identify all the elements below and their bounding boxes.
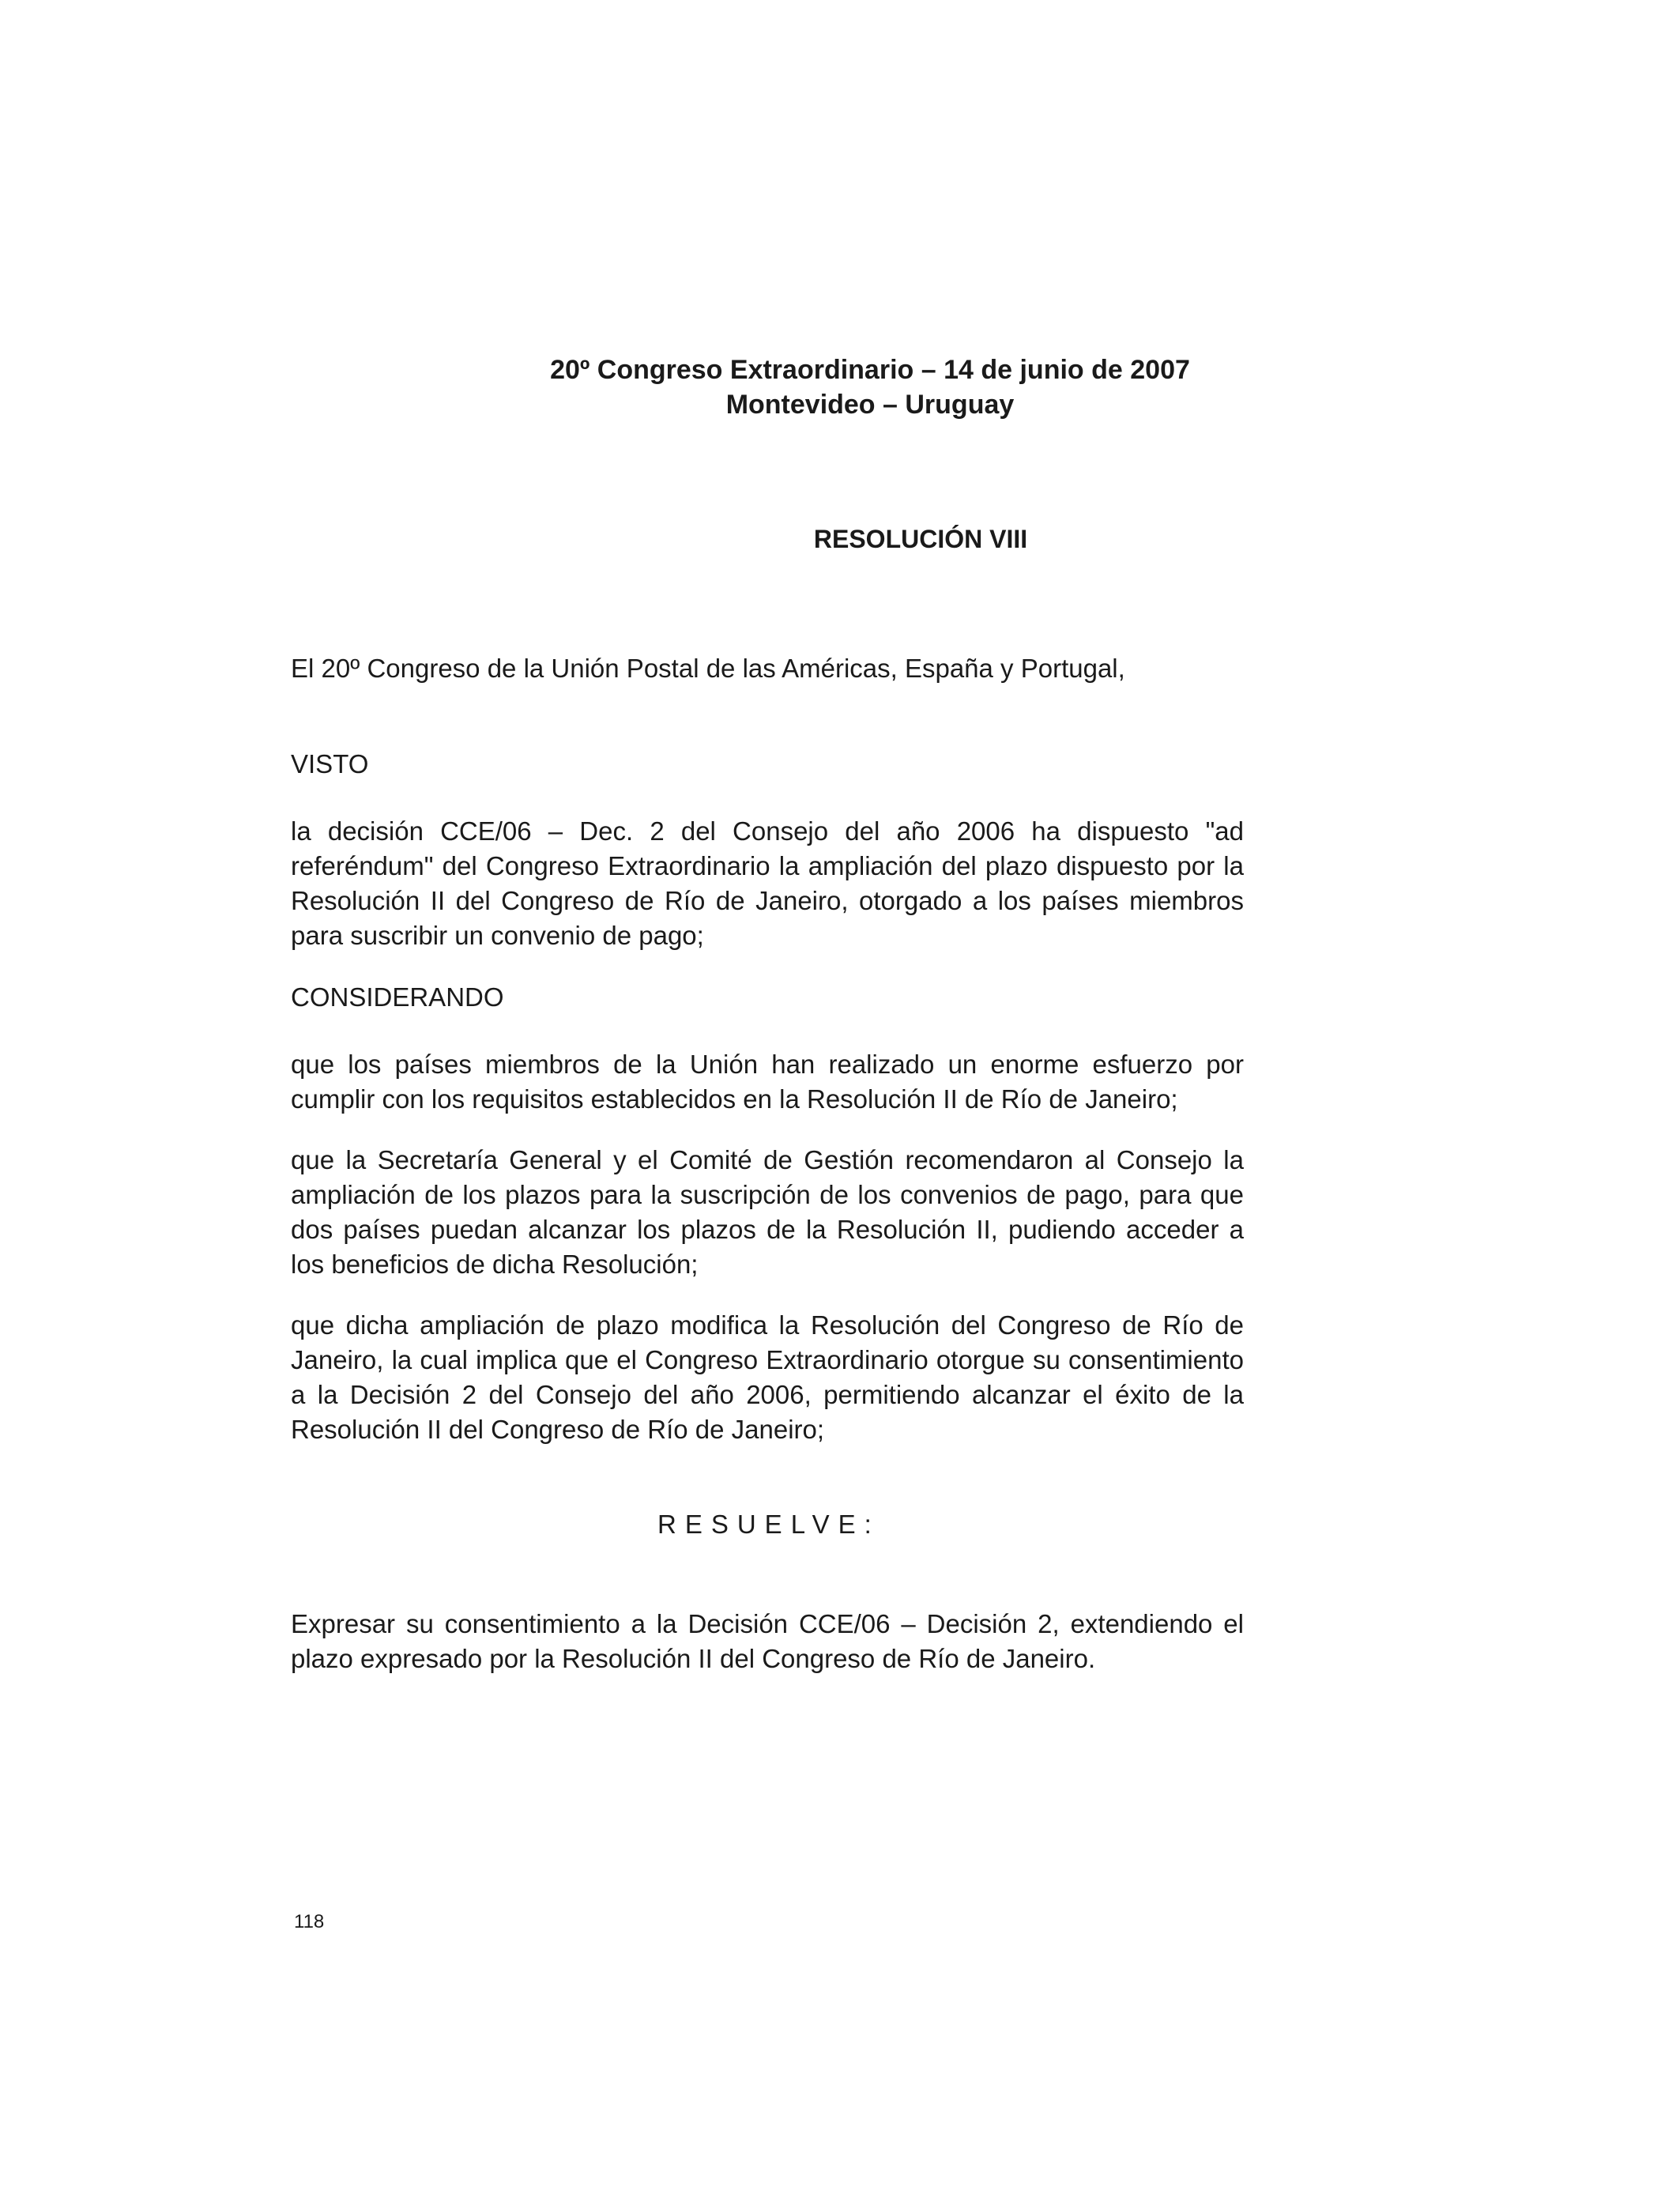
resolution-title: RESOLUCIÓN VIII <box>813 525 1028 553</box>
visto-label: VISTO <box>291 749 369 778</box>
visto-paragraph: la decisión CCE/06 – Dec. 2 del Consejo del año 2006 ha dispuesto "ad referéndum" del Congreso Extraordinario la ampliación del plazo dispuesto por la Resolución II del Congreso de Río de Janeiro, otorgado a los países miembros para suscribir un convenio de pago; <box>291 816 1244 950</box>
considerando-paragraph-1: que los países miembros de la Unión han realizado un enorme esfuerzo por cumplir con los requisitos establecidos en la Resolución II de Río de Janeiro; <box>291 1050 1244 1114</box>
intro-paragraph: El 20º Congreso de la Unión Postal de las Américas, España y Portugal, <box>291 654 1125 683</box>
considerando-label: CONSIDERANDO <box>291 982 504 1012</box>
header-line-1: 20º Congreso Extraordinario – 14 de junio de 2007 <box>550 355 1190 385</box>
resuelve-label: RESUELVE: <box>657 1510 880 1539</box>
considerando-paragraph-3: que dicha ampliación de plazo modifica la Resolución del Congreso de Río de Janeiro, la cual implica que el Congreso Extraordinario otorgue su consentimiento a la Decisión 2 del Consejo del año 2006, permitiendo alcanzar el éxito de la Resolución II del Congreso de Río de Janeiro; <box>291 1310 1244 1444</box>
considerando-paragraph-2: que la Secretaría General y el Comité de Gestión recomendaron al Consejo la ampliación de los plazos para la suscripción de los convenios de pago, para que dos países puedan alcanzar los plazos de la Resolución II, pudiendo acceder a los beneficios de dicha Resolución; <box>291 1145 1244 1279</box>
resuelve-paragraph: Expresar su consentimiento a la Decisión CCE/06 – Decisión 2, extendiendo el plazo expresado por la Resolución II del Congreso de Río de Janeiro. <box>291 1609 1244 1673</box>
page-number: 118 <box>294 1911 325 1932</box>
header-line-2: Montevideo – Uruguay <box>725 390 1015 420</box>
